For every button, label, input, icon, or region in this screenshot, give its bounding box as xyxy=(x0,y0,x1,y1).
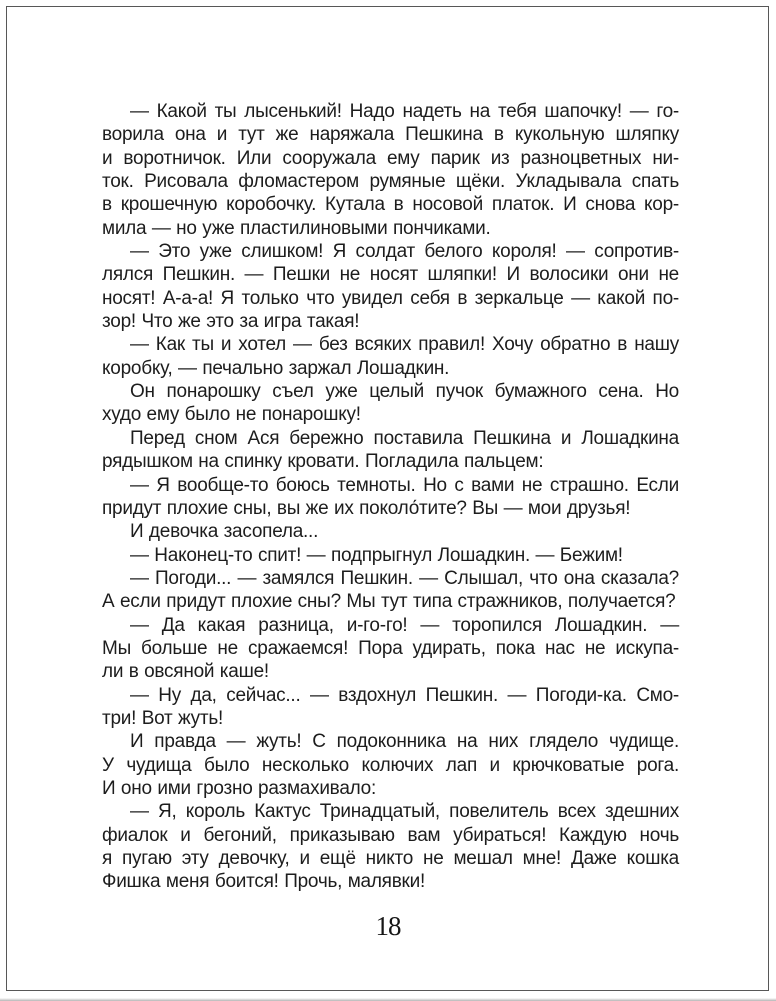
paragraph xyxy=(102,520,679,543)
text-line: И правда — жуть! С подоконника на них глядело чудище. xyxy=(130,731,679,753)
text-line: Фишка меня боится! Прочь, малявки! xyxy=(102,871,425,893)
text-line: Он понарошку съел уже целый пучок бумажного сена. Но xyxy=(130,381,679,403)
text-line: — Это уже слишком! Я солдат белого короля! — сопротив- xyxy=(130,241,679,263)
text-line: — Ну да, сейчас... — вздохнул Пешкин. — Погоди-ка. Смо- xyxy=(130,684,679,706)
text-line: я пугаю эту девочку, и ещё никто не мешал мне! Даже кошка xyxy=(102,848,679,869)
text-line: — Наконец-то спит! — подпрыгнул Лошадкин. — Бежим! xyxy=(130,544,623,566)
paragraph xyxy=(102,567,679,614)
text-line: фиалок и бегоний, приказываю вам убираться! Каждую ночь xyxy=(102,824,679,846)
text-line: — Да какая разница, и-го-го! — торопился Лошадкин. — xyxy=(130,614,679,636)
paragraph xyxy=(102,427,679,474)
text-line: И оно ими грозно размахивало: xyxy=(102,777,377,799)
paragraph xyxy=(102,100,679,240)
text-line: в крошечную коробочку. Кутала в носовой платок. И снова кор- xyxy=(102,194,679,216)
text-line: — Погоди... — замялся Пешкин. — Слышал, что она сказала? xyxy=(130,567,679,589)
text-line: ворила она и тут же наряжала Пешкина в кукольную шляпку xyxy=(102,124,679,146)
text-line: рядышком на спинку кровати. Погладила пальцем: xyxy=(102,451,544,473)
paragraph xyxy=(102,730,679,800)
paragraph xyxy=(102,474,679,521)
text-line: У чудища было несколько колючих лап и крючковатые рога. xyxy=(102,754,679,776)
paragraph xyxy=(102,800,679,893)
page-number: 18 xyxy=(375,911,401,941)
text-line: мила — но уже пластилиновыми пончиками. xyxy=(102,217,491,239)
text-line: придут плохие сны, вы же их поколо́тите? Вы — мои друзья! xyxy=(102,497,631,519)
text-line: ток. Рисовала фломастером румяные щёки. Укладывала спать xyxy=(102,171,679,193)
paragraph xyxy=(102,380,679,427)
text-block xyxy=(102,100,679,894)
text-line: Перед сном Ася бережно поставила Пешкина и Лошадкина xyxy=(130,427,679,449)
text-line: — Какой ты лысенький! Надо надеть на тебя шапочку! — го- xyxy=(130,101,679,122)
paragraph xyxy=(102,614,679,684)
text-line: зор! Что же это за игра такая! xyxy=(102,311,360,333)
text-line: Мы больше не сражаемся! Пора удирать, пока нас не искупа- xyxy=(102,637,679,659)
text-line: худо ему было не понарошку! xyxy=(102,404,361,426)
paragraph xyxy=(102,684,679,731)
text-line: — Я вообще-то боюсь темноты. Но с вами не страшно. Если xyxy=(130,474,679,496)
text-line: ли в овсяной каше! xyxy=(102,661,269,683)
text-line: — Как ты и хотел — без всяких правил! Хочу обратно в нашу xyxy=(130,334,679,356)
text-line: три! Вот жуть! xyxy=(102,707,224,729)
text-line: и воротничок. Или сооружала ему парик из разноцветных ни- xyxy=(102,147,679,169)
paragraph xyxy=(102,333,679,380)
text-line: лялся Пешкин. — Пешки не носят шляпки! И волосики они не xyxy=(102,264,679,286)
text-line: И девочка засопела... xyxy=(130,521,319,543)
text-line: — Я, король Кактус Тринадцатый, повелитель всех здешних xyxy=(130,801,679,823)
text-line: коробку, — печально заржал Лошадкин. xyxy=(102,357,450,379)
text-line: носят! А-а-а! Я только что увидел себя в зеркальце — какой по- xyxy=(102,287,679,309)
paragraph xyxy=(102,240,679,333)
text-line: А если придут плохие сны? Мы тут типа стражников, получается? xyxy=(102,591,676,613)
paragraph xyxy=(102,544,679,567)
